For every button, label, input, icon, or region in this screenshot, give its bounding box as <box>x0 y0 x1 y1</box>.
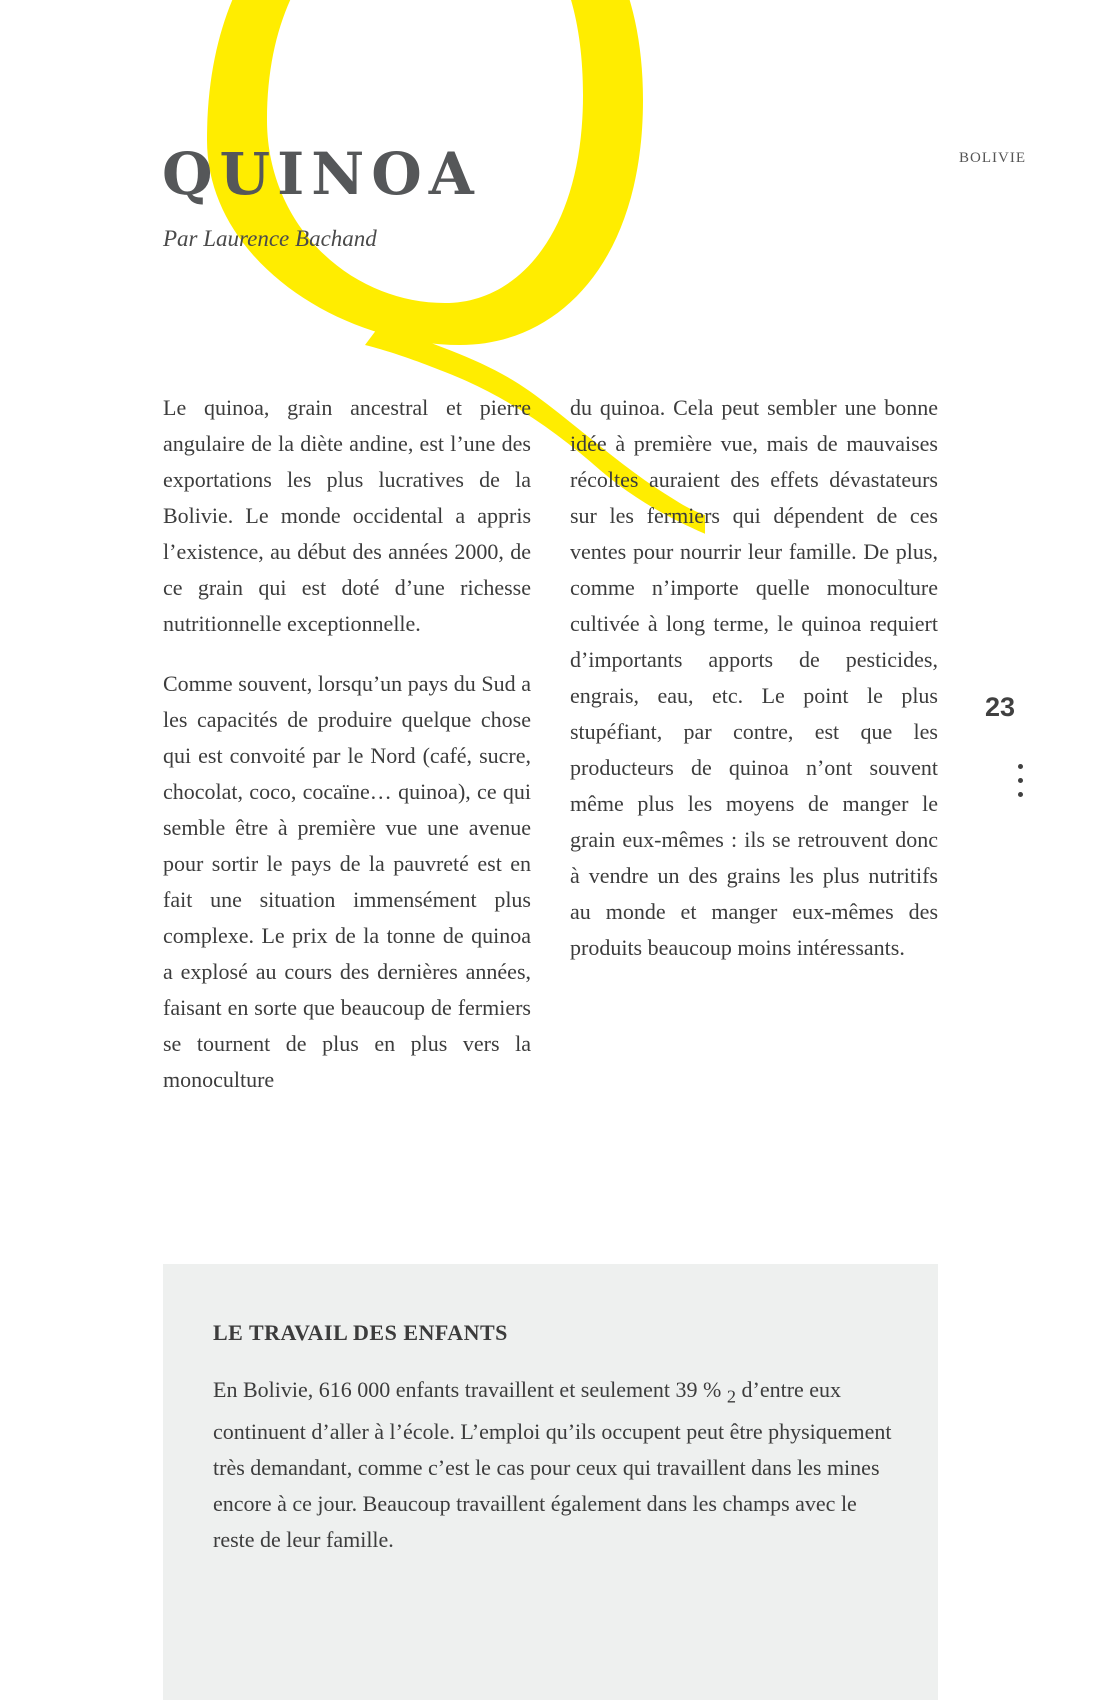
info-box-text-end: d’entre eux continuent d’aller à l’école. L’emploi qu’ils occupent peut être physiquement très demandant, comme c’est le cas pour ceux qui travaillent dans les mines encore à ce jour. Beaucoup travaillent également dans les champs avec le reste de leur famille. <box>213 1377 892 1553</box>
article-column-left <box>163 390 531 1122</box>
more-icon-dot <box>1018 778 1023 783</box>
article-paragraph: du quinoa. Cela peut sembler une bonne idée à première vue, mais de mauvaises récoltes auraient des effets dévastateurs sur les fermiers qui dépendent de ces ventes pour nourrir leur famille. De plus, comme n’importe quelle monoculture cultivée à long terme, le quinoa requiert d’importants apports de pesticides, engrais, eau, etc. Le point le plus stupéfiant, par contre, est que les producteurs de quinoa n’ont souvent même plus les moyens de manger le grain eux-mêmes : ils se retrouvent donc à vendre un des grains les plus nutritifs au monde et manger eux-mêmes des produits beaucoup moins intéressants. <box>570 395 938 960</box>
info-box <box>163 1264 938 1700</box>
article-paragraph: Le quinoa, grain ancestral et pierre angulaire de la diète andine, est l’une des exportations les plus lucratives de la Bolivie. Le monde occidental a appris l’existence, au début des années 2000, de ce grain qui est doté d’une richesse nutritionnelle exceptionnelle. <box>163 395 531 636</box>
footnote-marker: 2 <box>726 1386 736 1407</box>
info-box-heading: LE TRAVAIL DES ENFANTS <box>213 1320 508 1345</box>
article-paragraph: Comme souvent, lorsqu’un pays du Sud a les capacités de produire quelque chose qui est convoité par le Nord (café, sucre, chocolat, coco, cocaïne… quinoa), ce qui semble être à première vue une avenue pour sortir le pays de la pauvreté est en fait une situation immensément plus complexe. Le prix de la tonne de quinoa a explosé au cours des dernières années, faisant en sorte que beaucoup de fermiers se tournent de plus en plus vers la monoculture <box>163 671 531 1092</box>
more-icon-dot <box>1018 792 1023 797</box>
article-author: Par Laurence Bachand <box>163 226 377 251</box>
info-box-text-start: En Bolivie, 616 000 enfants travaillent et seulement 39 % <box>213 1377 727 1402</box>
more-icon <box>1018 764 1024 806</box>
more-icon-dot <box>1018 764 1023 769</box>
article-title: QUINOA <box>162 140 481 208</box>
section-label: BOLIVIE <box>959 150 1026 166</box>
info-box-text <box>213 1372 893 1558</box>
article-column-right <box>570 390 938 990</box>
page-number: 23 <box>984 692 1016 722</box>
